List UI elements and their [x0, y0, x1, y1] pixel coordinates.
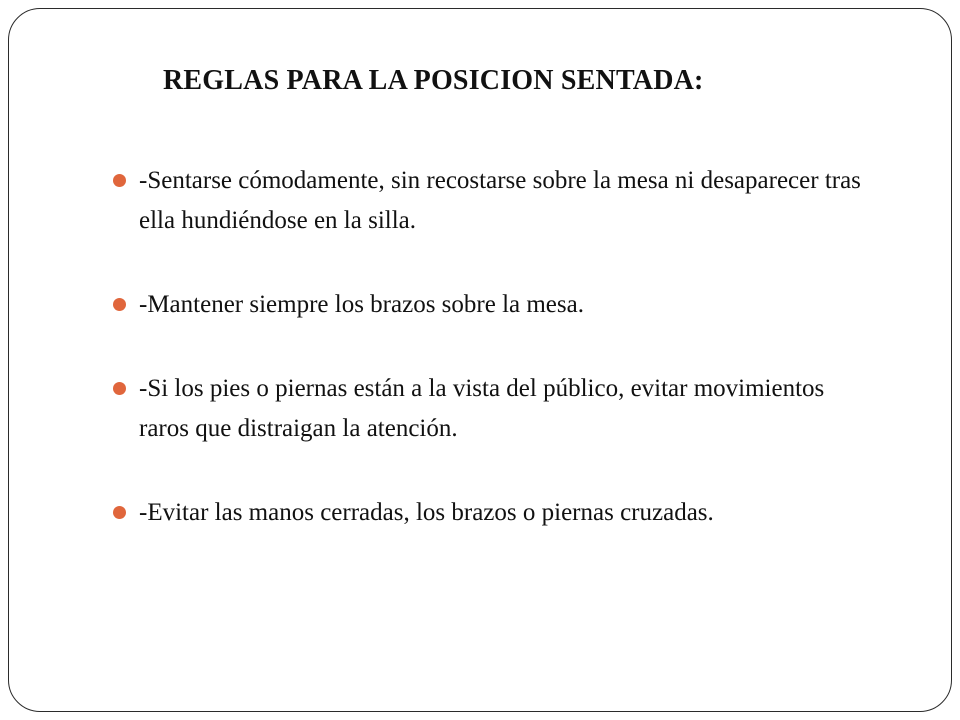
bullet-text-1: -Sentarse cómodamente, sin recostarse sobre la mesa ni desaparecer tras ella hundiéndose en la silla.	[139, 167, 861, 234]
bullet-dot-icon	[113, 382, 126, 395]
bullet-dot-icon	[113, 506, 126, 519]
bullet-dot-icon	[113, 174, 126, 187]
bullet-list	[113, 161, 873, 577]
bullet-text-3: -Si los pies o piernas están a la vista del público, evitar movimientos raros que distraigan la atención.	[139, 375, 825, 442]
bullet-text-2: -Mantener siempre los brazos sobre la mesa.	[139, 291, 584, 318]
bullet-item-2	[113, 285, 873, 325]
bullet-item-4	[113, 493, 873, 533]
slide-title: REGLAS PARA LA POSICION SENTADA:	[163, 65, 704, 96]
bullet-text-4: -Evitar las manos cerradas, los brazos o piernas cruzadas.	[139, 499, 714, 526]
bullet-dot-icon	[113, 298, 126, 311]
bullet-item-3	[113, 369, 873, 449]
bullet-item-1	[113, 161, 873, 241]
slide-frame	[8, 8, 952, 712]
